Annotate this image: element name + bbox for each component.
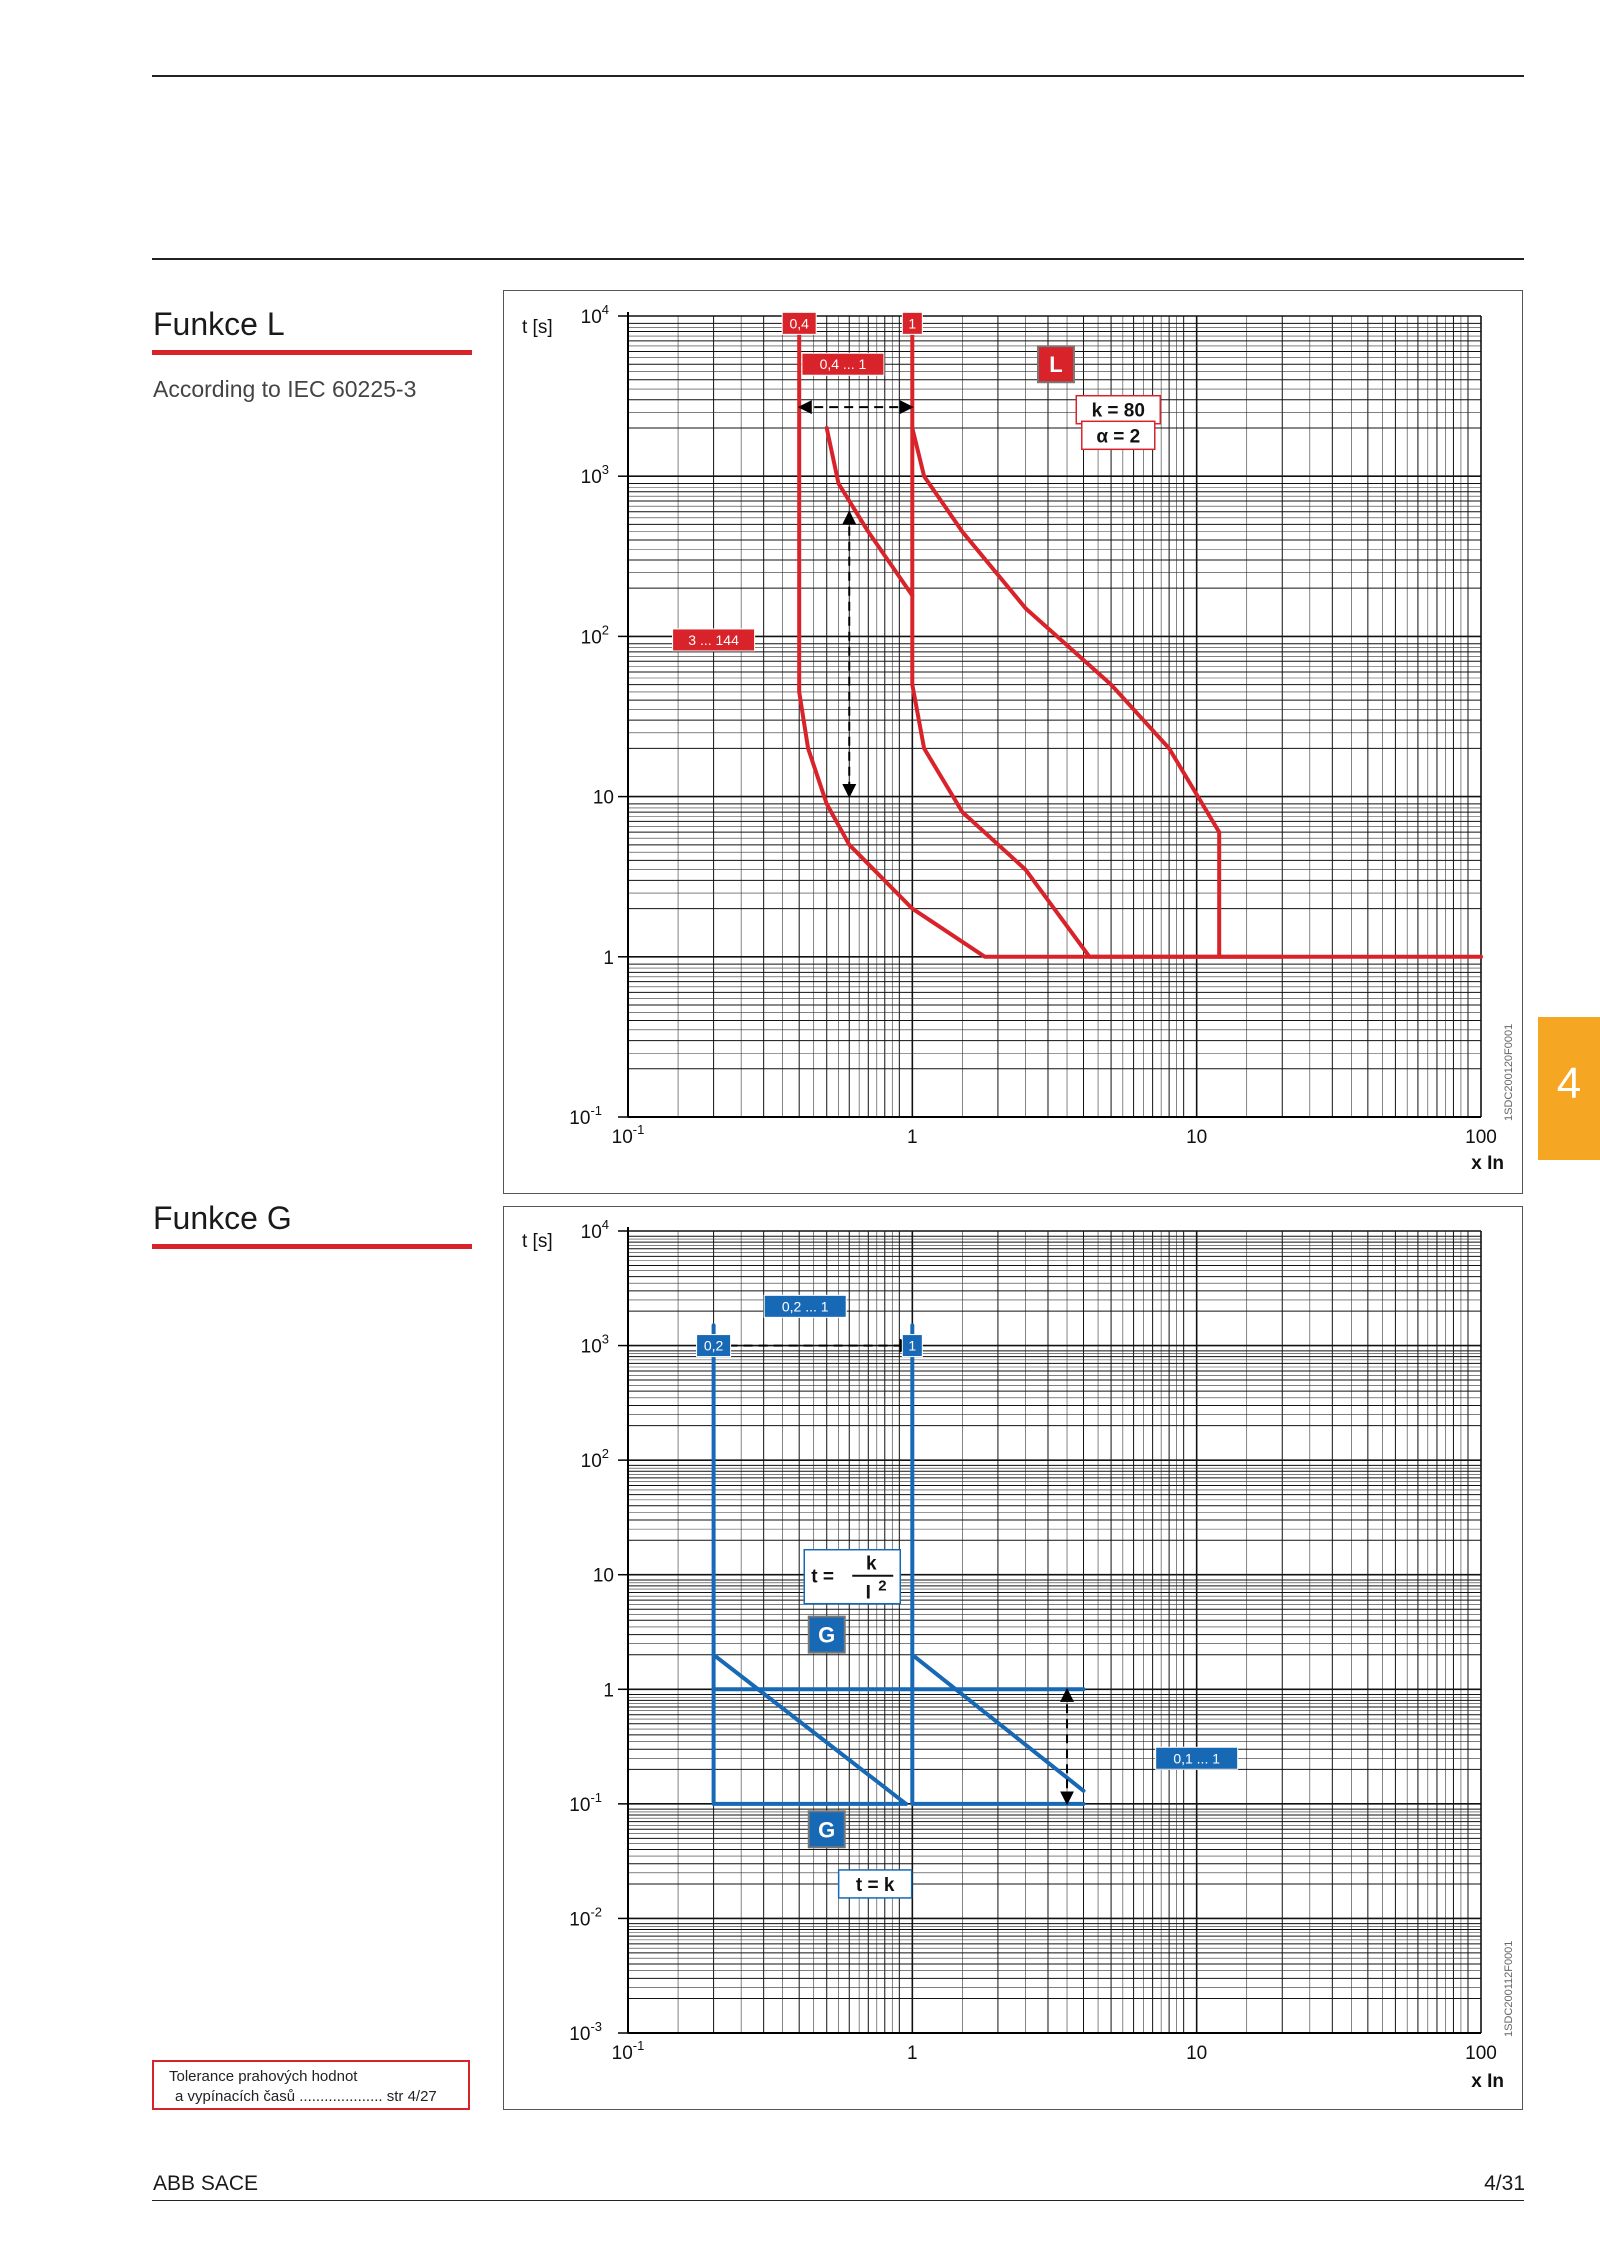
annotation-badge-label: 0,1 ... 1 [1173, 1750, 1221, 1767]
y-tick-label: 10 [592, 1565, 614, 1587]
chart-g-side-code: 1SDC200112F0001 [1503, 1940, 1515, 2037]
y-tick-label: $10^{-3}$ [569, 2019, 602, 2045]
annotation-badge-label: 0,2 ... 1 [781, 1298, 829, 1315]
header-rule [152, 258, 1524, 260]
x-tick-label: 100 [1465, 2043, 1497, 2064]
annotation-box-label: α = 2 [1096, 426, 1141, 448]
y-tick-label: $10^2$ [580, 1446, 609, 1473]
x-tick-label: $10^{-1}$ [611, 2038, 645, 2064]
annotation-badge-label: 0,4 [789, 315, 809, 332]
chart-g-frame [503, 1206, 1523, 2110]
section-g-underline [152, 1244, 472, 1249]
formula-denominator: I [865, 1582, 871, 1604]
y-tick-label: $10^4$ [580, 1217, 609, 1243]
formula-lhs: t = [811, 1566, 834, 1588]
y-tick-label: $10^3$ [580, 462, 609, 489]
series-line-4 [912, 428, 1219, 957]
x-tick-label: 1 [907, 2043, 918, 2064]
chapter-tab-number: 4 [1556, 1059, 1582, 1108]
annotation-badge-label: 1 [908, 315, 917, 332]
series-line-2 [714, 1655, 906, 1804]
footer-page-number: 4/31 [1484, 2172, 1525, 2195]
chart-l-xlabel: x In [1471, 1153, 1504, 1174]
function-icon-letter: G [818, 1622, 836, 1648]
y-tick-label: 1 [603, 1680, 614, 1702]
x-tick-label: 1 [907, 1127, 918, 1148]
y-tick-label: 1 [603, 947, 614, 969]
chart-g-svg [504, 1207, 1522, 2109]
chart-g-xlabel: x In [1471, 2071, 1504, 2092]
y-tick-label: 10 [592, 787, 614, 809]
y-tick-label: $10^{-1}$ [569, 1789, 602, 1816]
annotation-badge-label: 0,4 ... 1 [819, 356, 867, 373]
formula-exponent: 2 [878, 1577, 887, 1595]
y-tick-label: $10^{-1}$ [569, 1103, 602, 1129]
annotation-box-label: t = k [855, 1874, 895, 1896]
section-g-title: Funkce G [153, 1200, 292, 1236]
function-icon-letter: L [1049, 352, 1063, 378]
chart-l-ylabel: t [s] [522, 317, 553, 338]
annotation-badge-label: 3 ... 144 [688, 631, 739, 648]
top-rule [152, 75, 1524, 77]
y-tick-label: $10^{-2}$ [569, 1904, 602, 1931]
function-icon-letter: G [818, 1817, 836, 1843]
section-l-subtitle: According to IEC 60225-3 [153, 376, 417, 402]
x-tick-label: $10^{-1}$ [611, 1122, 645, 1148]
annotation-badge-label: 0,2 [703, 1337, 724, 1354]
chart-l-frame [503, 290, 1523, 1194]
chart-l-svg [504, 291, 1522, 1193]
y-tick-label: $10^2$ [580, 622, 609, 649]
x-tick-label: 10 [1186, 1127, 1208, 1148]
chart-g-formula [804, 1550, 900, 1604]
annotation-box-label: k = 80 [1091, 400, 1145, 422]
chapter-tab[interactable] [1538, 1017, 1600, 1160]
section-l-underline [152, 350, 472, 355]
section-l-title: Funkce L [153, 306, 285, 342]
tolerance-line-2: a vypínacích časů .................... str 4/27 [175, 2088, 437, 2105]
tolerance-line-1: Tolerance prahových hodnot [169, 2068, 358, 2085]
y-tick-label: $10^3$ [580, 1331, 609, 1358]
formula-numerator: k [865, 1553, 877, 1575]
footer-rule [152, 2200, 1524, 2201]
x-tick-label: 10 [1186, 2043, 1208, 2064]
chart-g-ylabel: t [s] [522, 1231, 553, 1252]
x-tick-label: 100 [1465, 1127, 1497, 1148]
chart-l-side-code: 1SDC200120F0001 [1503, 1023, 1515, 1121]
annotation-badge-label: 1 [908, 1337, 917, 1354]
y-tick-label: $10^4$ [580, 302, 609, 328]
footer-company: ABB SACE [153, 2172, 259, 2195]
tolerance-reference-box[interactable] [152, 2060, 470, 2110]
